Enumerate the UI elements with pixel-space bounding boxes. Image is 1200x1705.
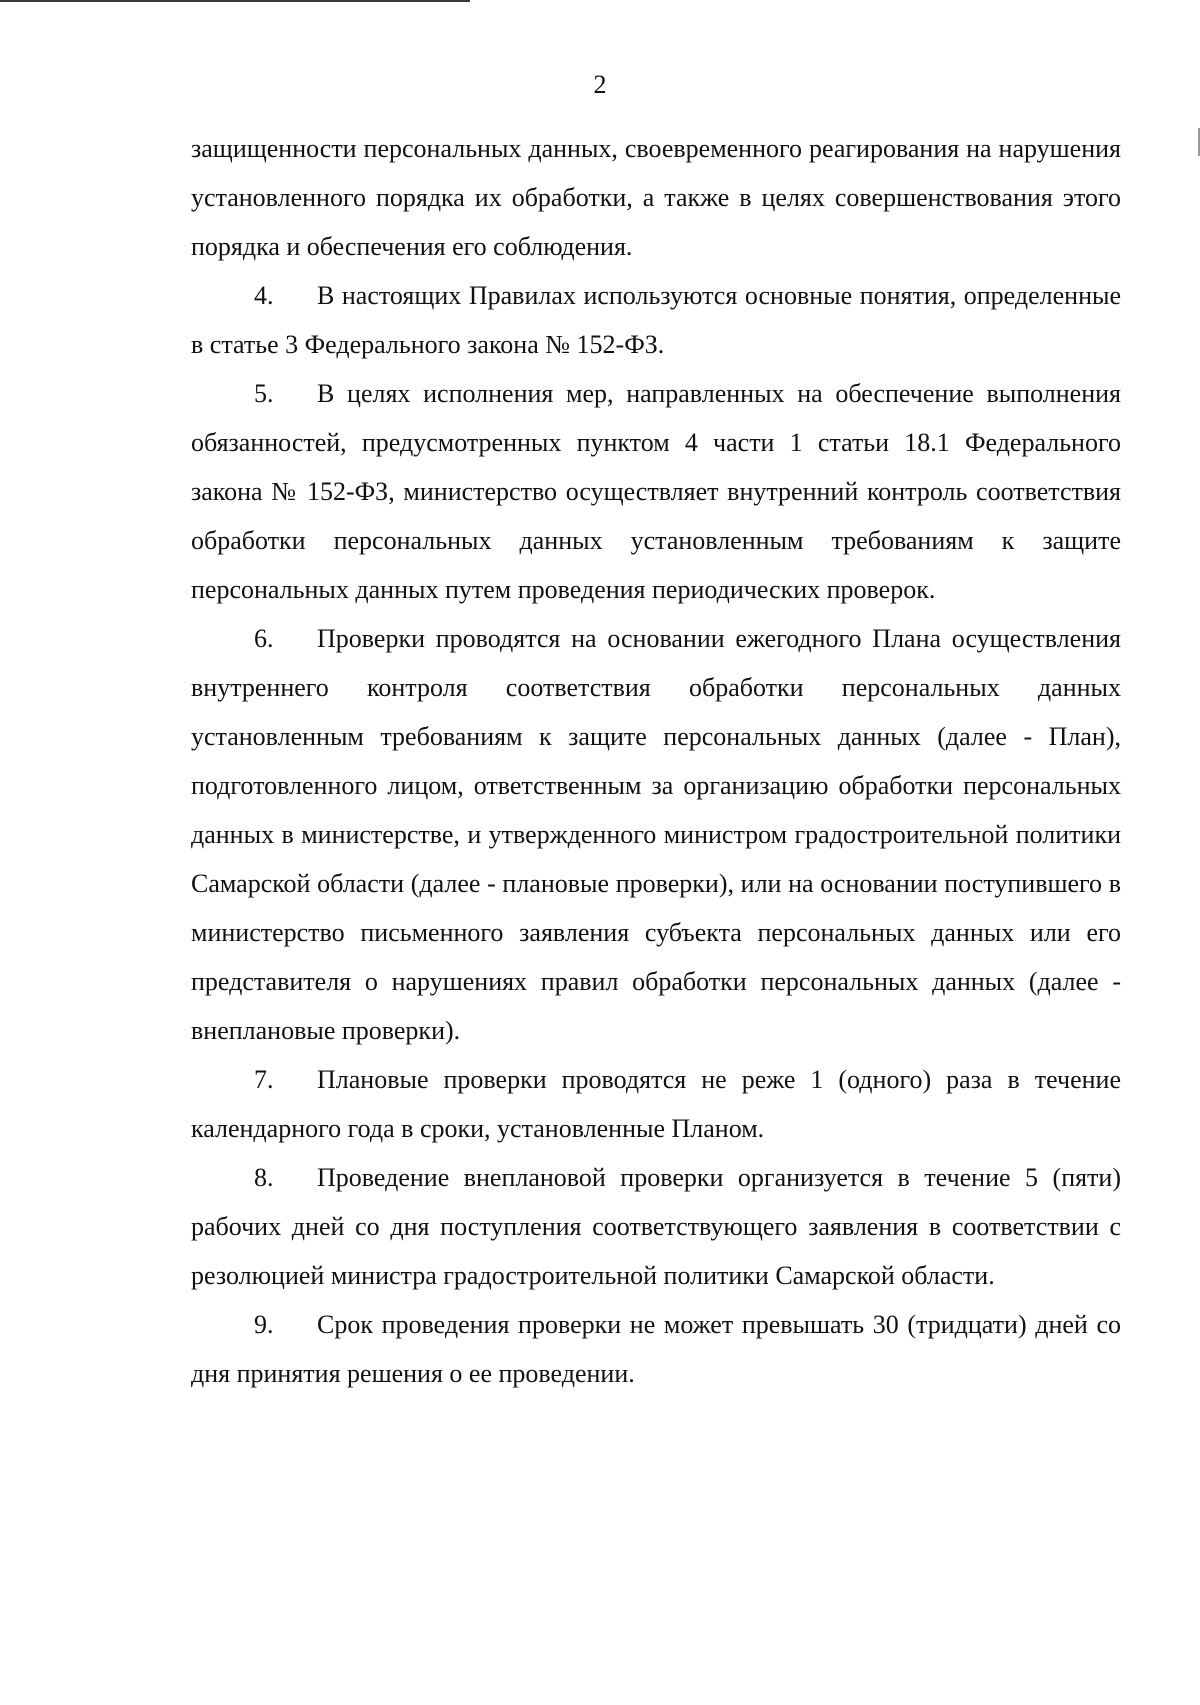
paragraph-9 — [191, 1300, 1121, 1398]
paragraph-number: 8. — [254, 1163, 274, 1192]
paragraph-number: 5. — [254, 379, 274, 408]
paragraph-text: Плановые проверки проводятся не реже 1 (одного) раза в течение календарного года в сроки, установленные Планом. — [191, 1065, 1121, 1143]
paragraph-4 — [191, 271, 1121, 369]
paragraph-text: Проведение внеплановой проверки организуется в течение 5 (пяти) рабочих дней со дня поступления соответствующего заявления в соответствии с резолюцией министра градостроительной политики Самарской области. — [191, 1163, 1121, 1290]
document-body — [191, 124, 1121, 1398]
paragraph-text: защищенности персональных данных, своевременного реагирования на нарушения установленного порядка их обработки, а также в целях совершенствования этого порядка и обеспечения его соблюдения. — [191, 134, 1121, 261]
paragraph-5 — [191, 369, 1121, 614]
paragraph-number: 9. — [254, 1310, 274, 1339]
paragraph-6 — [191, 614, 1121, 1055]
paragraph-8 — [191, 1153, 1121, 1300]
paragraph-text: В настоящих Правилах используются основные понятия, определенные в статье 3 Федерального закона № 152-ФЗ. — [191, 281, 1121, 359]
paragraph-number: 6. — [254, 624, 274, 653]
paragraph-7 — [191, 1055, 1121, 1153]
page-number: 2 — [593, 70, 607, 99]
paragraph-text: Срок проведения проверки не может превышать 30 (тридцати) дней со дня принятия решения о ее проведении. — [191, 1310, 1121, 1388]
paragraph-number: 7. — [254, 1065, 274, 1094]
paragraph-continuation — [191, 124, 1121, 271]
paragraph-number: 4. — [254, 281, 274, 310]
paragraph-text: Проверки проводятся на основании ежегодного Плана осуществления внутреннего контроля соответствия обработки персональных данных установленным требованиям к защите персональных данных (далее - План), подготовленного лицом, ответственным за организацию обработки персональных данных в министерстве, и утвержденного министром градостроительной политики Самарской области (далее - плановые проверки), или на основании поступившего в министерство письменного заявления субъекта персональных данных или его представителя о нарушениях правил обработки персональных данных (далее - внеплановые проверки). — [191, 624, 1121, 1045]
paragraph-text: В целях исполнения мер, направленных на обеспечение выполнения обязанностей, предусмотренных пунктом 4 части 1 статьи 18.1 Федерального закона № 152-ФЗ, министерство осуществляет внутренний контроль соответствия обработки персональных данных установленным требованиям к защите персональных данных путем проведения периодических проверок. — [191, 379, 1121, 604]
